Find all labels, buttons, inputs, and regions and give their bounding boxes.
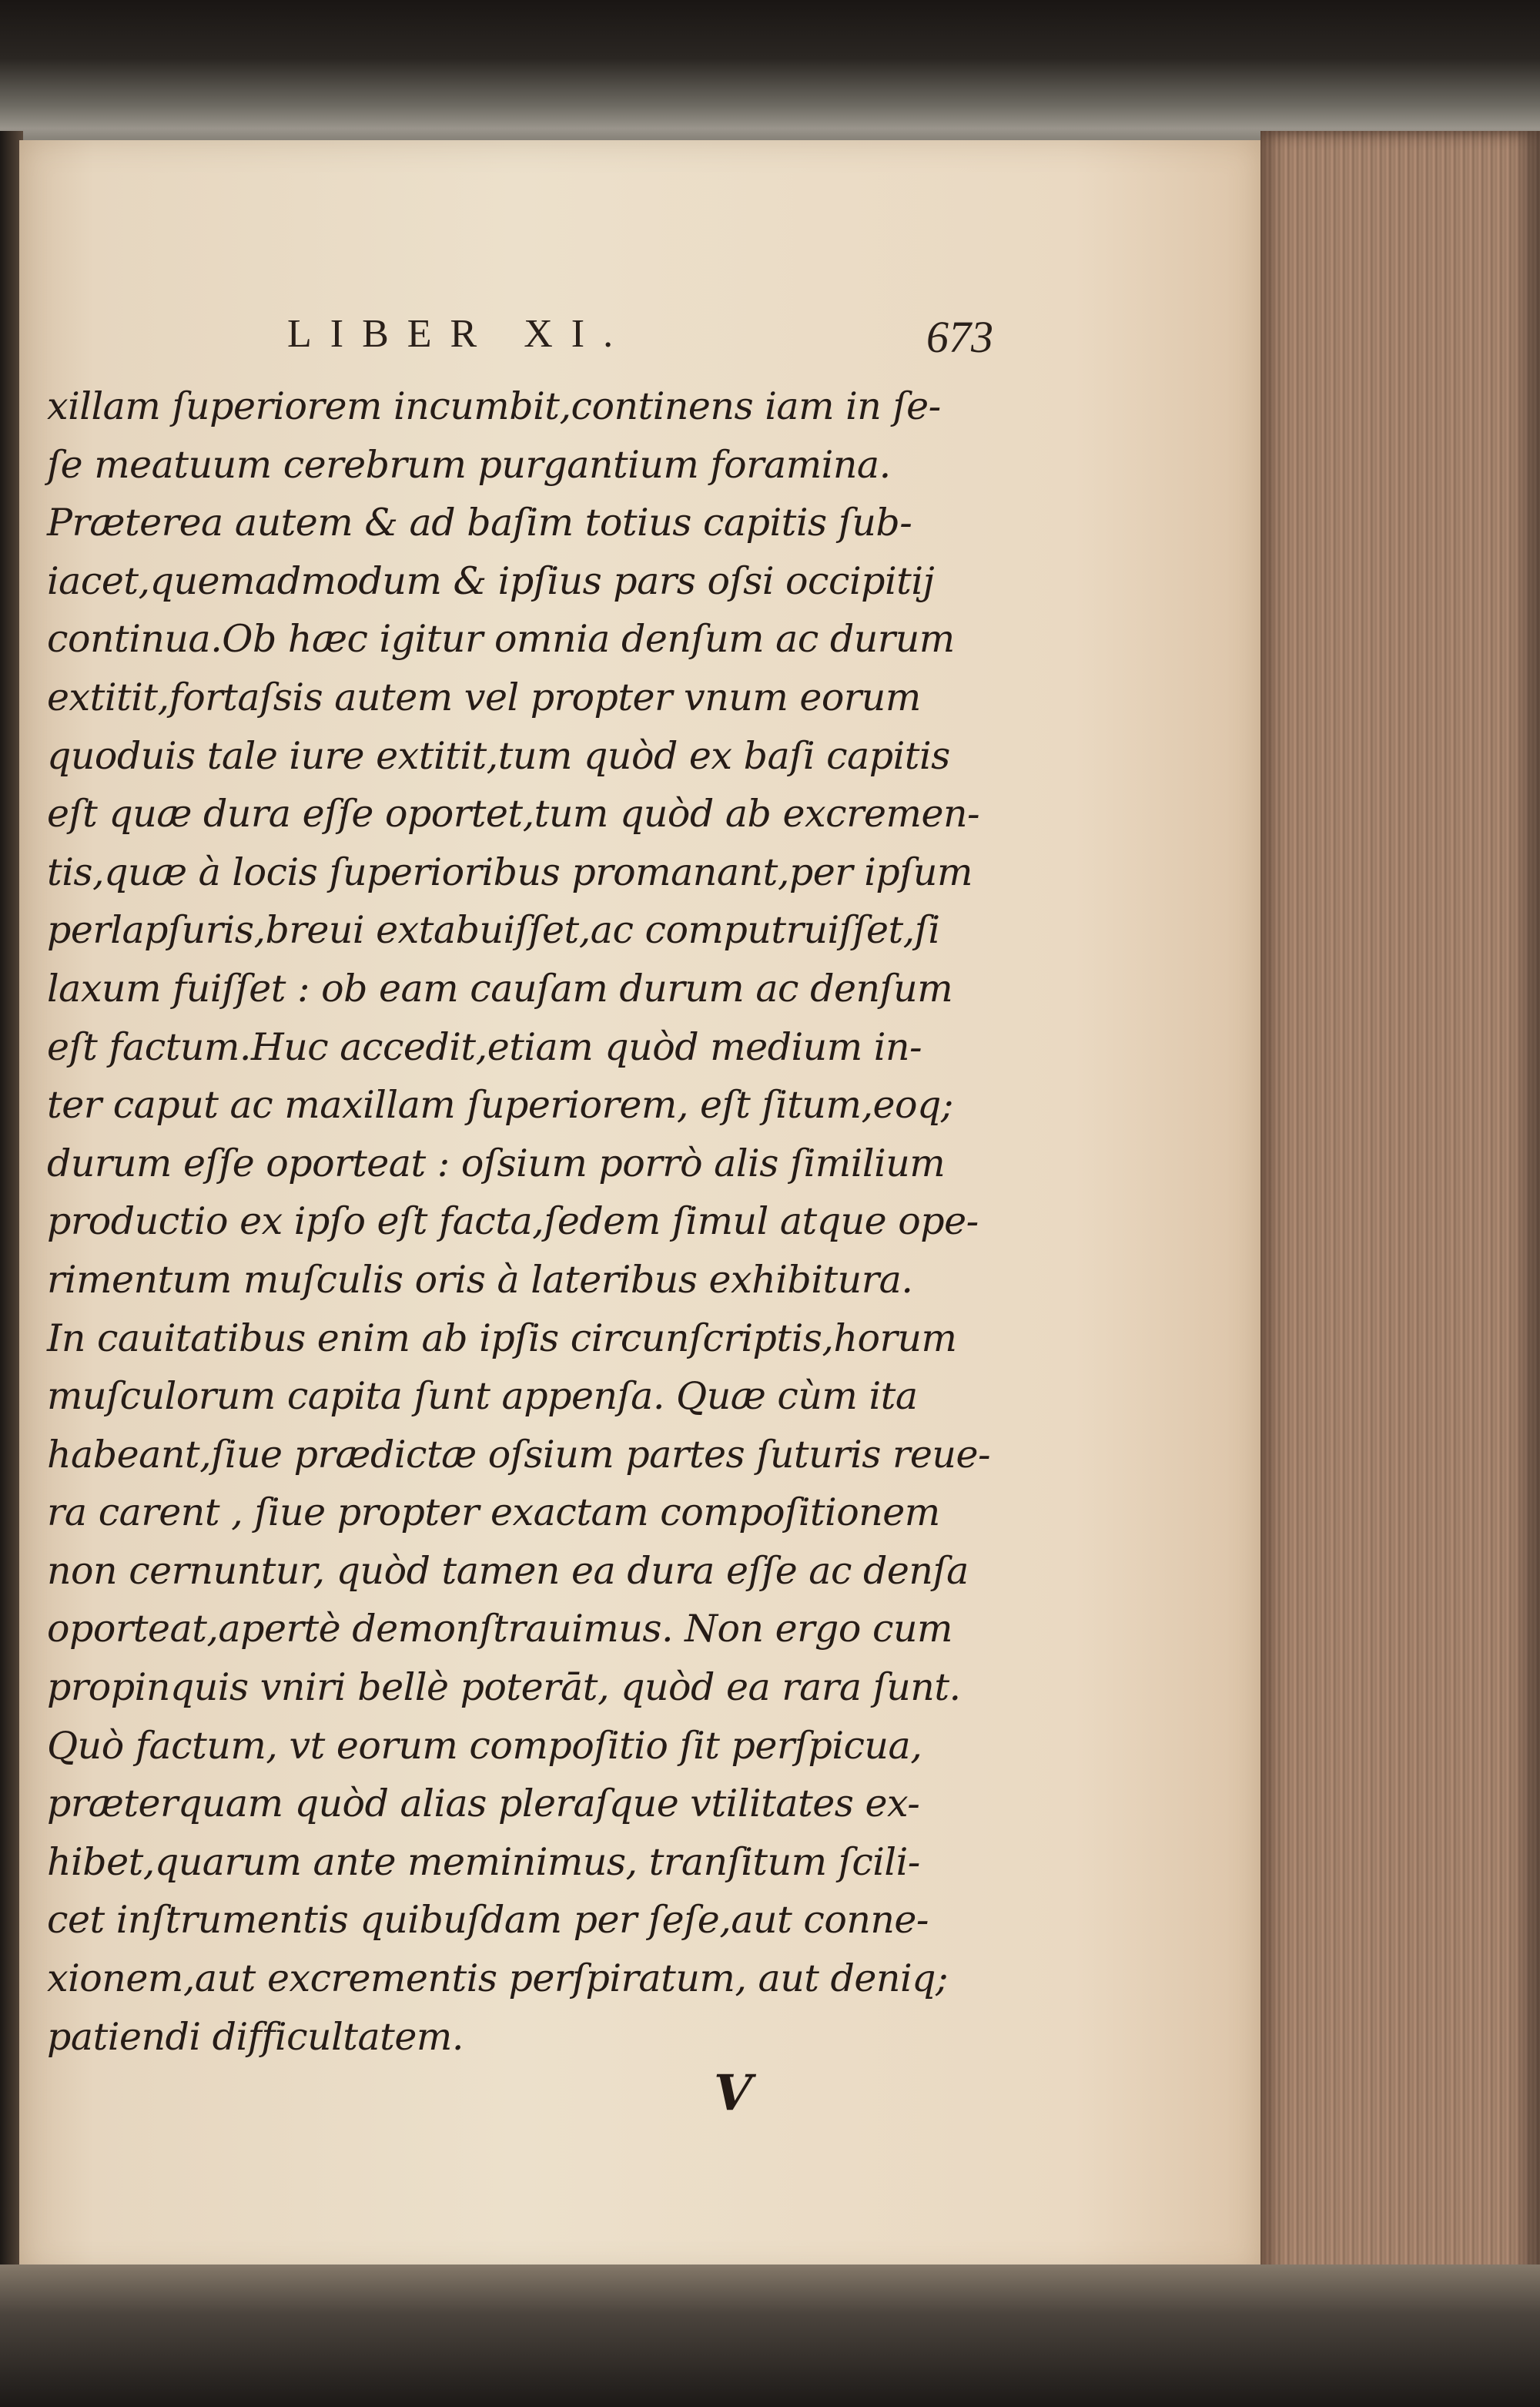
text-line: cet inſtrumentis quibuſdam per ſeſe,aut conne- bbox=[47, 1898, 929, 1943]
text-line: productio ex ipſo eſt facta,ſedem ſimul atque ope- bbox=[47, 1199, 979, 1244]
text-line: tis,quæ à locis ſuperioribus promanant,per ipſum bbox=[47, 850, 973, 894]
book-bottom-edge bbox=[0, 2265, 1540, 2407]
text-line: oporteat,apertè demonſtrauimus. Non ergo cum bbox=[47, 1607, 952, 1651]
text-line: eſt quæ dura eſſe oportet,tum quòd ab excremen- bbox=[47, 792, 980, 836]
text-line: Præterea autem & ad baſim totius capitis ſub- bbox=[47, 501, 912, 545]
catchword: V bbox=[714, 2064, 752, 2122]
text-line: quoduis tale iure extitit,tum quòd ex baſi capitis bbox=[47, 733, 950, 778]
text-line: rimentum muſculis oris à lateribus exhibitura. bbox=[47, 1257, 913, 1302]
page-block-edge bbox=[1260, 131, 1540, 2288]
text-line: extitit,fortaſsis autem vel propter vnum eorum bbox=[47, 675, 921, 719]
text-line: eſt factum.Huc accedit,etiam quòd medium in- bbox=[47, 1024, 922, 1069]
text-line: xionem,aut excrementis perſpiratum, aut deniq; bbox=[47, 1956, 949, 2001]
text-line: propinquis vniri bellè poterāt, quòd ea rara ſunt. bbox=[47, 1665, 961, 1710]
book-top-edge bbox=[0, 0, 1540, 146]
text-line: præterquam quòd alias pleraſque vtilitates ex- bbox=[47, 1782, 920, 1826]
body-text bbox=[47, 377, 991, 2066]
text-line: laxum fuiſſet : ob eam cauſam durum ac denſum bbox=[47, 966, 953, 1011]
page-number: 673 bbox=[926, 312, 993, 362]
text-line: In cauitatibus enim ab ipſis circunſcriptis,horum bbox=[47, 1316, 957, 1360]
text-line: non cernuntur, quòd tamen ea dura eſſe ac denſa bbox=[47, 1548, 969, 1593]
book-page bbox=[19, 140, 1260, 2274]
text-line: perlapſuris,breui extabuiſſet,ac computruiſſet,ſi bbox=[47, 908, 940, 953]
text-line: xillam ſuperiorem incumbit,continens iam in ſe- bbox=[47, 384, 941, 428]
text-line: Quò factum, vt eorum compoſitio ſit perſpicua, bbox=[47, 1723, 922, 1768]
text-line: patiendi difficultatem. bbox=[47, 2014, 464, 2059]
running-head: LIBER XI. bbox=[287, 312, 632, 356]
text-line: durum eſſe oporteat : oſsium porrò alis ſimilium bbox=[47, 1141, 946, 1185]
text-line: iacet,quemadmodum & ipſius pars oſsi occipitij bbox=[47, 558, 935, 603]
text-line: ter caput ac maxillam ſuperiorem, eſt ſitum,eoq; bbox=[47, 1083, 953, 1128]
text-line: ra carent , ſiue propter exactam compoſitionem bbox=[47, 1490, 940, 1535]
text-line: ſe meatuum cerebrum purgantium foramina. bbox=[47, 442, 891, 487]
text-line: hibet,quarum ante meminimus, tranſitum ſcili- bbox=[47, 1839, 920, 1884]
text-line: continua.Ob hæc igitur omnia denſum ac durum bbox=[47, 617, 955, 662]
text-line: habeant,ſiue prædictæ oſsium partes ſuturis reue- bbox=[47, 1432, 991, 1477]
text-line: muſculorum capita ſunt appenſa. Quæ cùm ita bbox=[47, 1374, 918, 1419]
